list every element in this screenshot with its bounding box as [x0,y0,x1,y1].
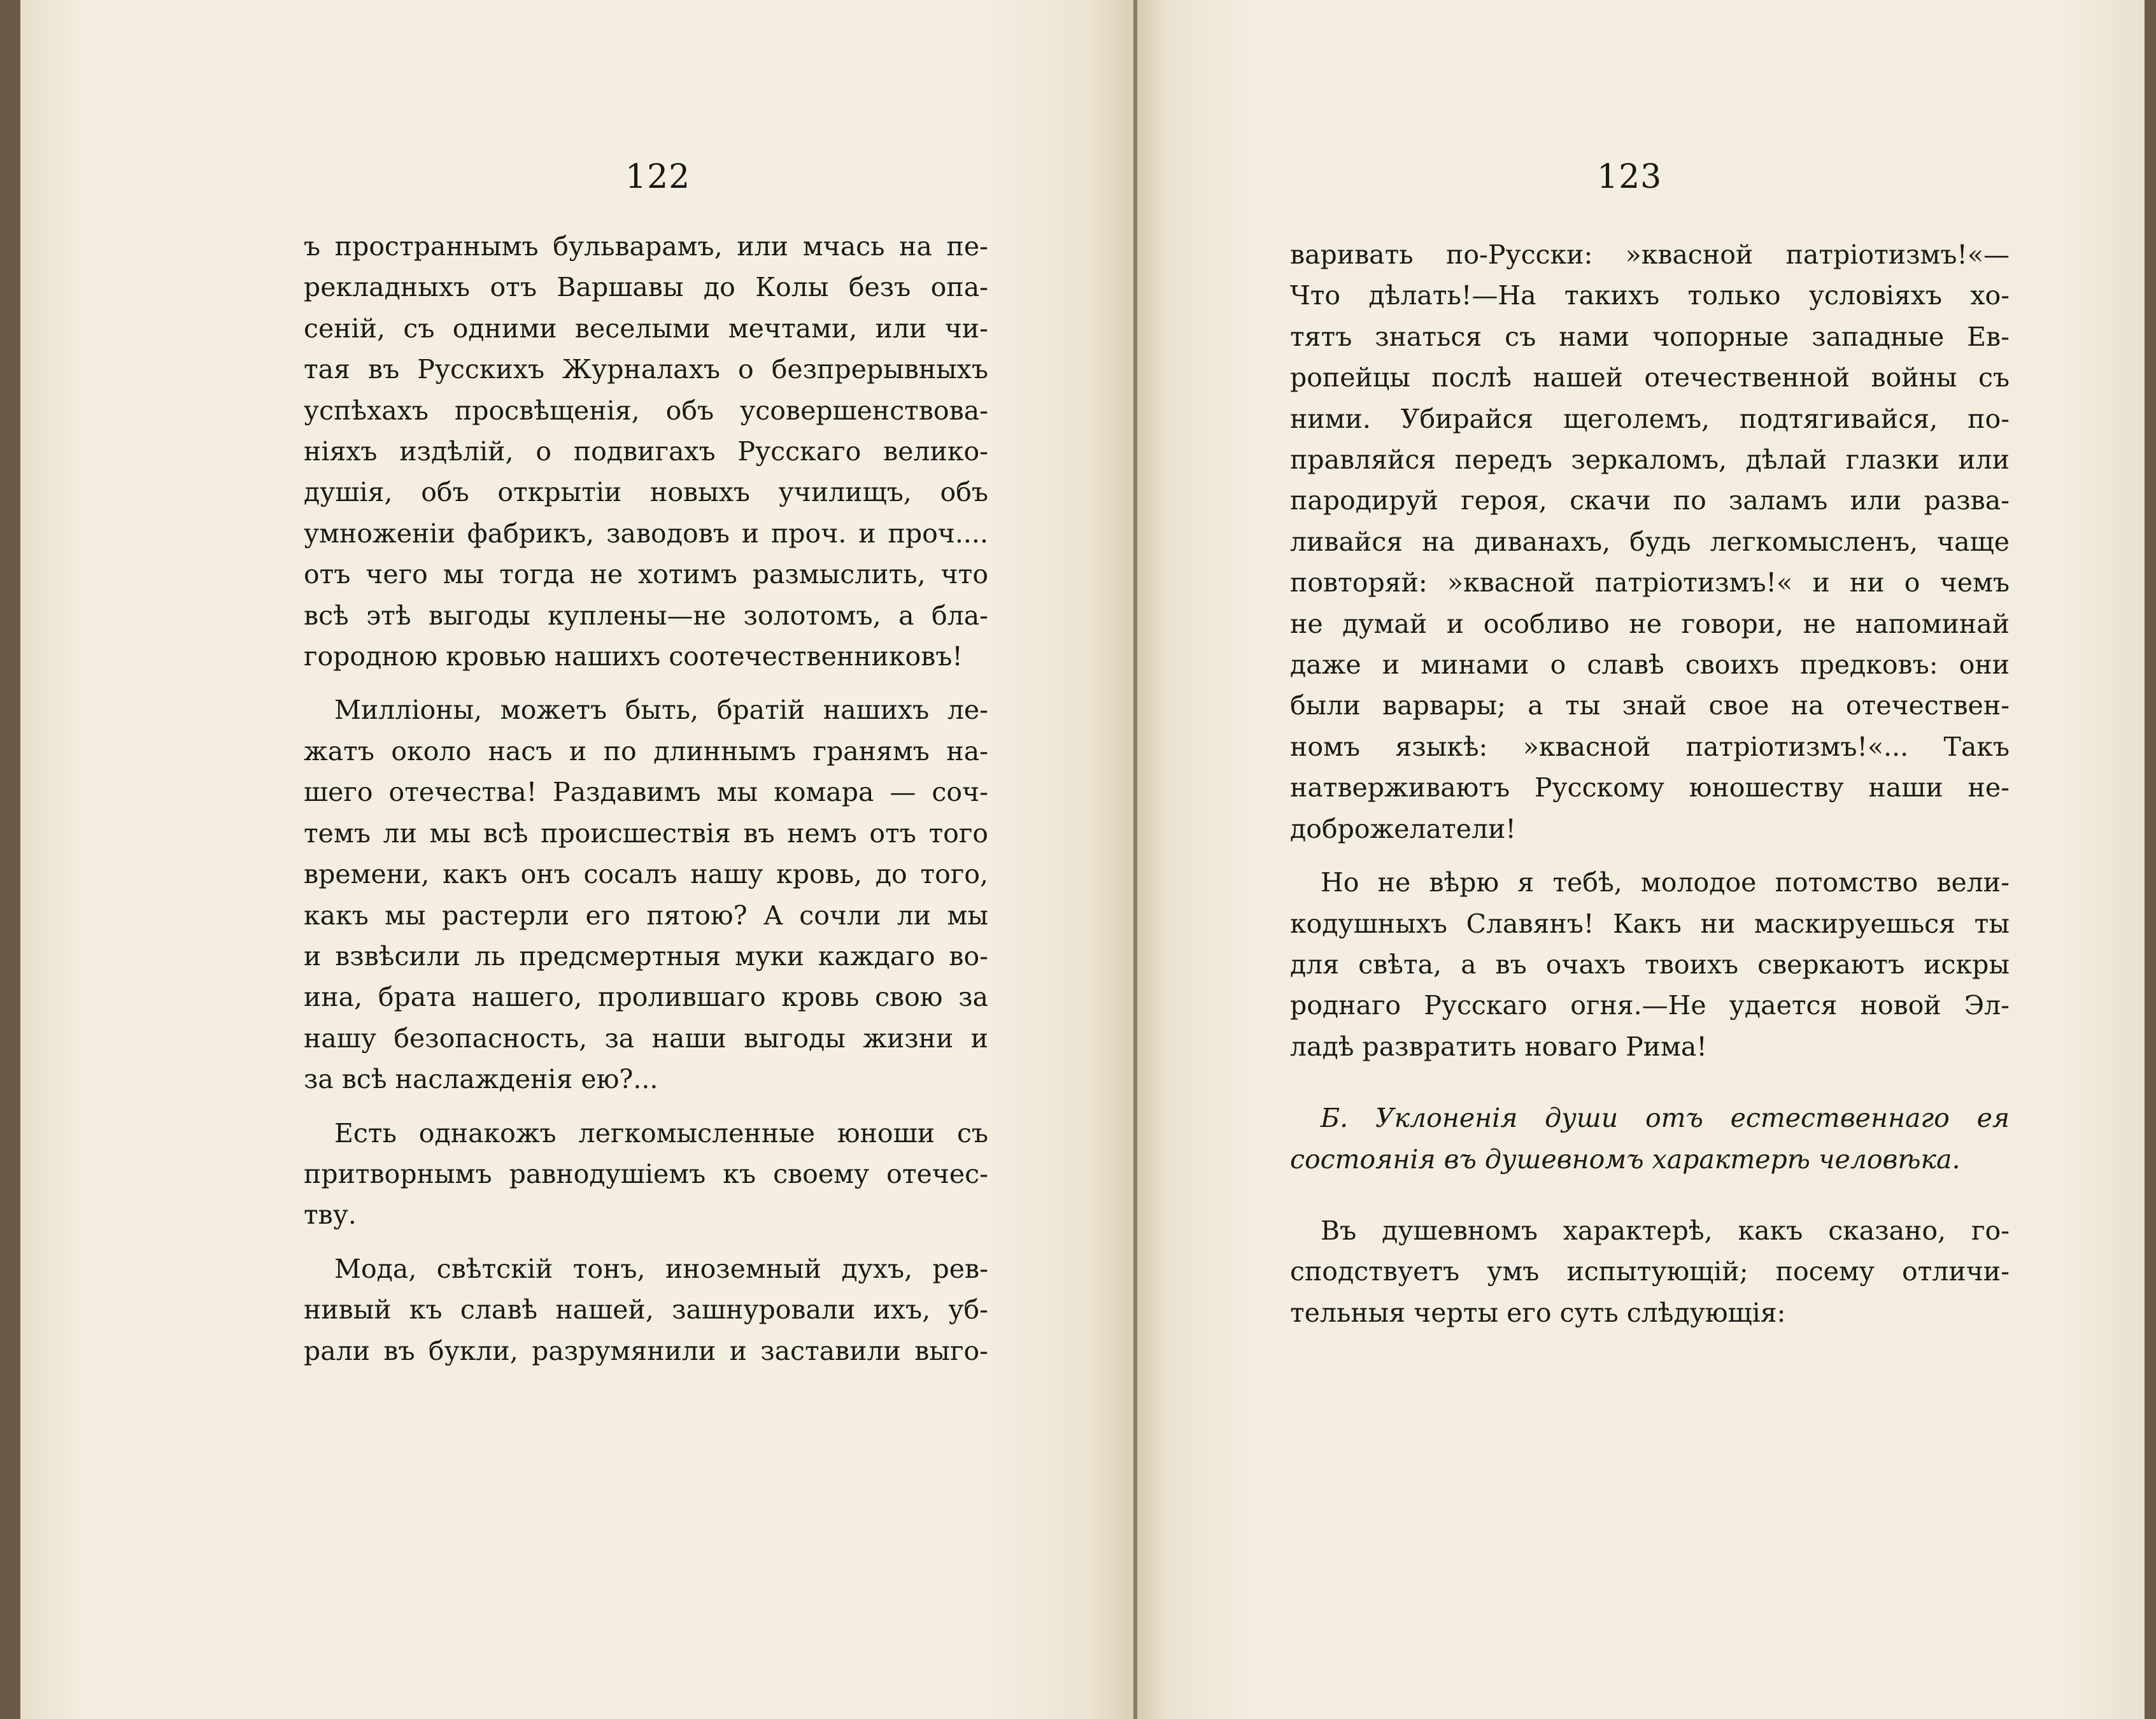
text-line: тельныя черты его суть слѣдующія: [1290,1297,1786,1328]
text-line: даже и минами о славѣ своихъ предковъ: они [1290,649,2010,681]
text-line: не думай и особливо не говори, не напоминай [1290,608,2010,639]
text-line: отъ чего мы тогда не хотимъ размыслить, что [304,559,988,590]
text-line: варивать по-Русски: »квасной патріотизмъ!«— [1290,239,2010,270]
text-line: тятъ знаться съ нами чопорные западные Ев- [1290,321,2010,352]
text-line: правляйся передъ зеркаломъ, дѣлай глазки или [1290,444,2010,476]
text-line: рали въ букли, разрумянили и заставили выго- [304,1335,988,1366]
text-line: ніяхъ издѣлій, о подвигахъ Русскаго велико- [304,436,988,467]
book-spread [11,0,2145,1719]
page-number: 123 [1597,158,1663,196]
paragraph-gap [304,677,988,690]
paragraph-gap [304,1236,988,1249]
text-line: какъ мы растерли его пятою? А сочли ли мы [304,900,988,931]
text-line: кодушныхъ Славянъ! Какъ ни маскируешься ты [1290,908,2010,939]
text-line: Мода, свѣтскій тонъ, иноземный духъ, рев- [334,1253,988,1284]
text-line: и взвѣсили ль предсмертныя муки каждаго во- [304,940,988,972]
text-line: Но не вѣрю я тебѣ, молодое потомство вели- [1321,867,2010,898]
text-line: ъ пространнымъ бульварамъ, или мчась на пе- [304,231,988,262]
left-page-text [304,226,988,1371]
page-number: 122 [625,158,691,196]
text-line: для свѣта, а въ очахъ твоихъ сверкаютъ искры [1290,949,2010,980]
text-line: доброжелатели! [1290,813,1516,844]
text-line: номъ языкѣ: »квасной патріотизмъ!«... Такъ [1290,731,2010,762]
text-line: городною кровью нашихъ соотечественниковъ! [304,641,963,672]
paragraph-gap [1290,1067,2010,1098]
left-page [20,0,1135,1719]
section-heading: Б. Уклоненія души отъ естественнаго ея [1321,1103,2010,1134]
text-line: ладѣ развратить новаго Рима! [1290,1031,1707,1062]
text-line: Въ душевномъ характерѣ, какъ сказано, го- [1321,1215,2010,1246]
text-line: за всѣ наслажденія ею?... [304,1064,658,1095]
text-line: были варвары; а ты знай свое на отечествен- [1290,690,2010,721]
text-line: сеній, съ одними веселыми мечтами, или чи- [304,313,988,344]
paragraph-gap [1290,1180,2010,1210]
text-line: жатъ около насъ и по длиннымъ гранямъ на- [304,735,988,767]
text-line: шего отечества! Раздавимъ мы комара — соч- [304,777,988,808]
text-line: натверживаютъ Русскому юношеству наши не- [1290,772,2010,803]
text-line: умноженіи фабрикъ, заводовъ и проч. и проч.... [304,518,988,549]
text-line: рекладныхъ отъ Варшавы до Колы безъ опа- [304,272,988,303]
text-line: роднаго Русскаго огня.—Не удается новой Эл- [1290,990,2010,1021]
text-line: тая въ Русскихъ Журналахъ о безпрерывныхъ [304,354,988,385]
paragraph-gap [304,1100,988,1113]
text-line: притворнымъ равнодушіемъ къ своему отечес- [304,1158,988,1189]
text-line: сподствуетъ умъ испытующій; посему отличи- [1290,1256,2010,1287]
text-line: нашу безопасность, за наши выгоды жизни и [304,1022,988,1054]
text-line: Что дѣлать!—На такихъ только условіяхъ хо- [1290,280,2010,311]
text-line: ина, брата нашего, пролившаго кровь свою за [304,982,988,1013]
text-line: пародируй героя, скачи по заламъ или разва- [1290,485,2010,516]
text-line: ливайся на диванахъ, будь легкомысленъ, чаще [1290,526,2010,557]
text-line: темъ ли мы всѣ происшествія въ немъ отъ того [304,817,988,849]
text-line: нивый къ славѣ нашей, зашнуровали ихъ, уб- [304,1294,988,1326]
text-line: душія, объ открытіи новыхъ училищъ, объ [304,477,988,508]
text-line: повторяй: »квасной патріотизмъ!« и ни о чемъ [1290,567,2010,598]
text-line: успѣхахъ просвѣщенія, объ усовершенствова- [304,395,988,426]
text-line: ними. Убирайся щеголемъ, подтягивайся, по- [1290,403,2010,434]
text-line: Милліоны, можетъ быть, братій нашихъ ле- [334,695,988,726]
text-line: времени, какъ онъ сосалъ нашу кровь, до того, [304,859,988,890]
text-line: всѣ этѣ выгоды куплены—не золотомъ, а бла- [304,600,988,631]
text-line: тву. [304,1199,357,1231]
right-page [1137,0,2145,1719]
paragraph-gap [1290,849,2010,862]
text-line: Есть однакожъ легкомысленные юноши съ [334,1117,988,1149]
text-line: ропейцы послѣ нашей отечественной войны съ [1290,362,2010,393]
right-page-text [1290,234,2010,1333]
section-heading: состоянія въ душевномъ характерѣ человѣка. [1290,1143,1961,1175]
